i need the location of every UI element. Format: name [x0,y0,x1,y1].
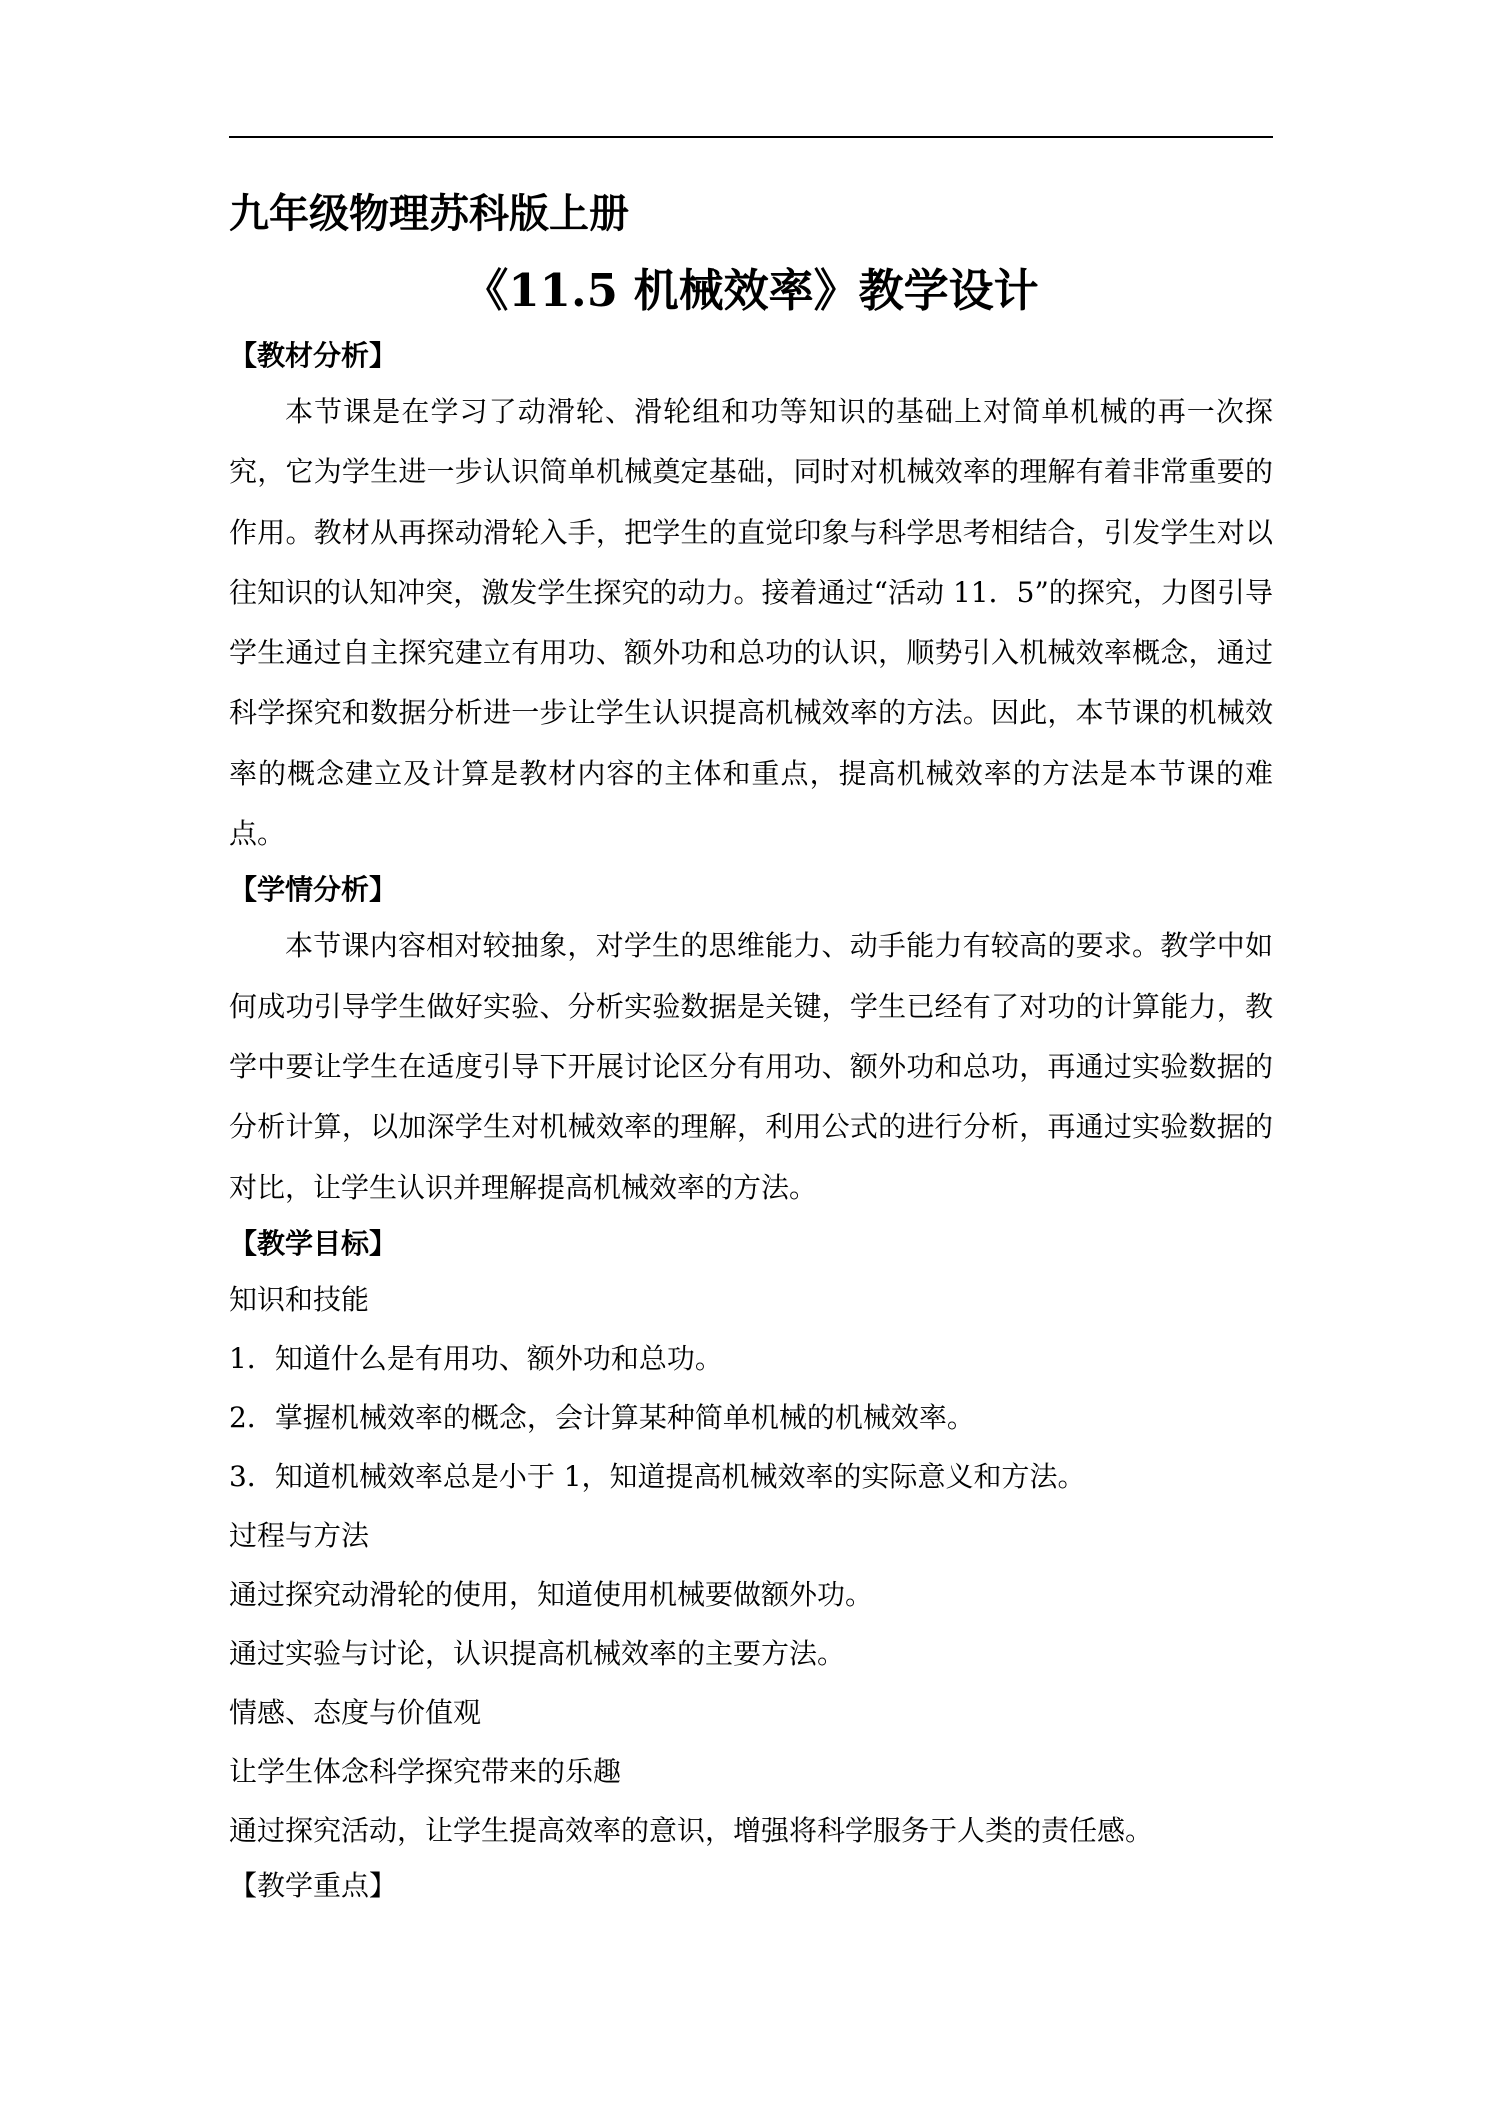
emotion-item: 让学生体念科学探究带来的乐趣 [229,1754,622,1788]
document-title: 九年级物理苏科版上册 [229,190,629,237]
process-item: 通过实验与讨论，认识提高机械效率的主要方法。 [229,1636,846,1670]
section-heading-student-analysis: 【学情分析】 [229,873,398,907]
knowledge-item: 1．知道什么是有用功、额外功和总功。 [229,1341,723,1375]
section-heading-textbook-analysis: 【教材分析】 [229,339,398,372]
document-body [229,180,1273,1912]
process-methods-label: 过程与方法 [229,1518,370,1552]
student-analysis-paragraph: 本节课内容相对较抽象，对学生的思维能力、动手能力有较高的要求。教学中如何成功引导学生做好实验、分析实验数据是关键，学生已经有了对功的计算能力，教学中要让学生在适度引导下开展讨论区分有用功、额外功和总功，再通过实验数据的分析计算，以加深学生对机械效率的理解，利用公式的进行分析，再通过实验数据的对比，让学生认识并理解提高机械效率的方法。 [229,929,1273,1204]
knowledge-skills-label: 知识和技能 [229,1282,370,1316]
knowledge-item: 2．掌握机械效率的概念，会计算某种简单机械的机械效率。 [229,1400,975,1434]
process-item: 通过探究动滑轮的使用，知道使用机械要做额外功。 [229,1577,874,1611]
section-heading-key-points: 【教学重点】 [229,1868,398,1902]
header-rule [229,136,1273,138]
textbook-analysis-paragraph: 本节课是在学习了动滑轮、滑轮组和功等知识的基础上对简单机械的再一次探究，它为学生进一步认识简单机械奠定基础，同时对机械效率的理解有着非常重要的作用。教材从再探动滑轮入手，把学生的直觉印象与科学思考相结合，引发学生对以往知识的认知冲突，激发学生探究的动力。接着通过“活动 11．5”的探究，力图引导学生通过自主探究建立有用功、额外功和总功的认识，顺势引入机械效率概念，通过科学探究和数据分析进一步让学生认识提高机械效率的方法。因此，本节课的机械效率的概念建立及计算是教材内容的主体和重点，提高机械效率的方法是本节课的难点。 [229,395,1273,851]
section-heading-teaching-goals: 【教学目标】 [229,1226,398,1260]
emotion-item: 通过探究活动，让学生提高效率的意识，增强将科学服务于人类的责任感。 [229,1813,1154,1847]
knowledge-item: 3．知道机械效率总是小于 1，知道提高机械效率的实际意义和方法。 [229,1459,1086,1493]
document-subtitle: 《11.5 机械效率》教学设计 [463,264,1039,317]
emotion-values-label: 情感、态度与价值观 [229,1695,482,1729]
